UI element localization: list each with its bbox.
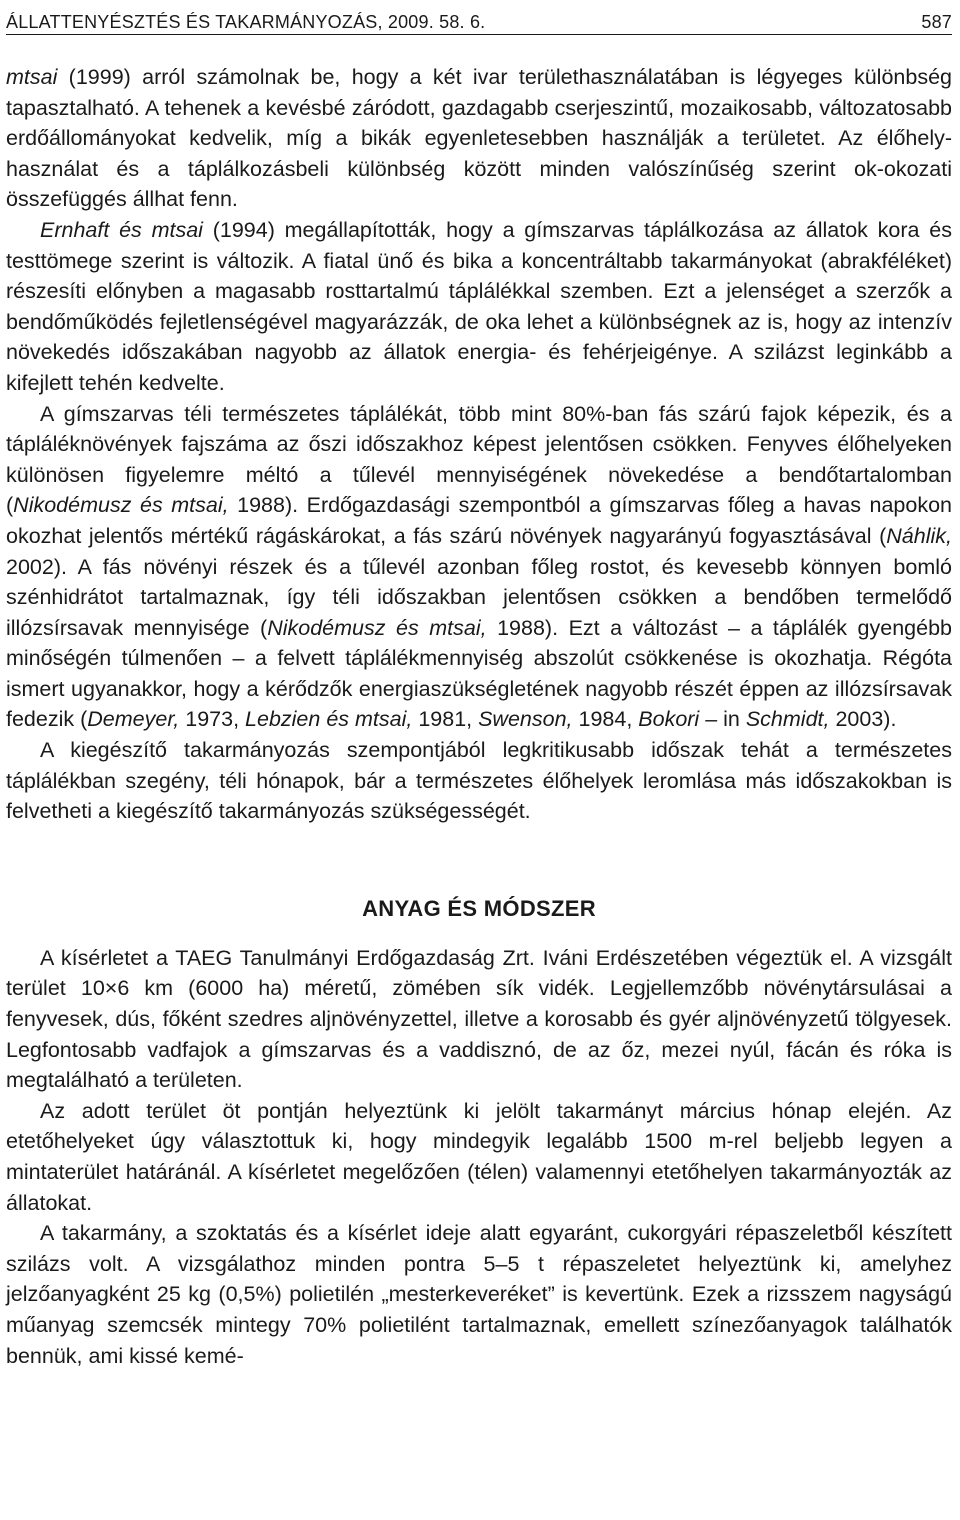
citation-author: Bokori <box>638 707 700 732</box>
paragraph-text: 1988). Erdőgazdasági szempontból a gímszarvas főleg a havas napokon okozhat jelentős mértékű rágáskárokat, a fás szárú növények nagyarányú fogyasztásával ( <box>6 493 952 548</box>
paragraph-text: 1988). Ezt a változást – a táplálék gyengébb minőségén túlmenően – a felvett táplálékmennyiség abszolút csökkenése is okozhatja. Régóta ismert ugyanakkor, hogy a kérődzők energiaszükségletének nagyobb részét éppen az illózsírsavak fedezik ( <box>6 615 952 732</box>
paragraph-1 <box>6 62 952 215</box>
paragraph-text: 1984, <box>572 707 639 732</box>
citation-author: Swenson, <box>478 707 573 732</box>
citation-author: Lebzien és mtsai, <box>245 707 413 732</box>
citation-author: Nikodémusz és mtsai, <box>13 493 229 518</box>
paragraph-text: 2003). <box>829 707 897 732</box>
paragraph-text: 1973, <box>179 707 246 732</box>
citation-author: Náhlik, <box>886 523 952 548</box>
citation-author: Demeyer, <box>87 707 180 732</box>
paragraph-6: Az adott terület öt pontján helyeztünk ki jelölt takarmányt március hónap elején. Az etetőhelyeket úgy választottuk ki, hogy mindegyik legalább 1500 m-rel beljebb legyen a mintaterület határánál. A kísérletet megelőzően (télen) valamennyi etetőhelyen takarmányozták az állatokat. <box>6 1098 952 1215</box>
paragraph-text: (1999) arról számolnak be, hogy a két ivar területhasználatában is légyeges különbség tapasztalható. A tehenek a kevésbé záródott, gazdagabb cserjeszintű, mozaikosabb, változatosabb erdőállományokat kedvelik, míg a bikák egyenletesebben használják a területet. Az élőhely-használat és a táplálkozásbeli különbség között minden valószínűség szerint ok-okozati összefüggés állhat fenn. <box>6 65 952 212</box>
paragraph-text: A gímszarvas téli természetes táplálékát, több mint 80%-ban fás szárú fajok képezik, és a tápláléknövények fajszáma az őszi időszakhoz képest jelentősen csökken. Fenyves élőhelyeken különösen figyelemre méltó a tűlevél mennyiségének növekedése a bendőtartalomban ( <box>6 401 952 518</box>
paragraph-text: – in <box>699 707 746 732</box>
paragraph-7: A takarmány, a szoktatás és a kísérlet ideje alatt egyaránt, cukorgyári répaszeletből készített szilázs volt. A vizsgálathoz minden pontra 5–5 t répaszeletet helyeztünk ki, amelyhez jelzőanyagként 25 kg (0,5%) polietilén „mesterkeveréket” is kevertünk. Ezek a rizsszem nagyságú műanyag szemcsék mintegy 70% polietilént tartalmaznak, emellett színezőanyagok találhatók bennük, ami kissé kemé- <box>6 1221 952 1368</box>
paragraph-text: 2002). A fás növényi részek és a tűlevél azonban főleg rostot, és kevesebb könnyen bomló szénhidrátot tartalmaznak, így téli időszakban jelentősen csökken a bendőben termelődő illózsírsavak mennyisége ( <box>6 554 952 640</box>
section-heading: ANYAG ÉS MÓDSZER <box>362 895 596 921</box>
paragraph-3 <box>6 399 952 736</box>
citation-author: mtsai <box>6 65 58 89</box>
citation-author: Ernhaft és mtsai <box>40 217 203 242</box>
article-body <box>6 62 952 1371</box>
paragraph-4: A kiegészítő takarmányozás szempontjából legkritikusabb időszak tehát a természetes táplálékban szegény, téli hónapok, bár a természetes élőhelyek leromlása más időszakokban is felvetheti a kiegészítő takarmányozás szükségességét. <box>6 738 952 824</box>
citation-author: Schmidt, <box>745 707 830 732</box>
running-header <box>6 6 952 35</box>
paragraph-text: (1994) megállapították, hogy a gímszarvas táplálkozása az állatok kora és testtömege szerint is változik. A fiatal ünő és bika a koncentráltabb takarmányokat (abrakféléket) részesíti előnyben a magasabb rosttartalmú táplálékkal szemben. Ezt a jelenséget a szerzők a bendőműködés fejletlenségével magyarázzák, de oka lehet a különbségnek az is, hogy az intenzív növekedés időszakában nagyobb az állatok energia- és fehérjeigénye. A szilázst leginkább a kifejlett tehén kedvelte. <box>6 217 952 395</box>
journal-title: ÁLLATTENYÉSZTÉS ÉS TAKARMÁNYOZÁS, 2009. 58. 6. <box>6 12 486 32</box>
paragraph-5: A kísérletet a TAEG Tanulmányi Erdőgazdaság Zrt. Iváni Erdészetében végeztük el. A vizsgált terület 10×6 km (6000 ha) méretű, zömében sík vidék. Legjellemzőbb növénytársulásai a fenyvesek, dús, főként szedres aljnövényzettel, illetve a korosabb és gyér aljnövényzetű tölgyesek. Legfontosabb vadfajok a gímszarvas és a vaddisznó, de az őz, mezei nyúl, fácán és róka is megtalálható a területen. <box>6 945 952 1093</box>
citation-author: Nikodémusz és mtsai, <box>267 615 487 640</box>
paragraph-text: 1981, <box>412 707 479 732</box>
page-number: 587 <box>921 12 952 32</box>
paragraph-2 <box>6 215 952 399</box>
